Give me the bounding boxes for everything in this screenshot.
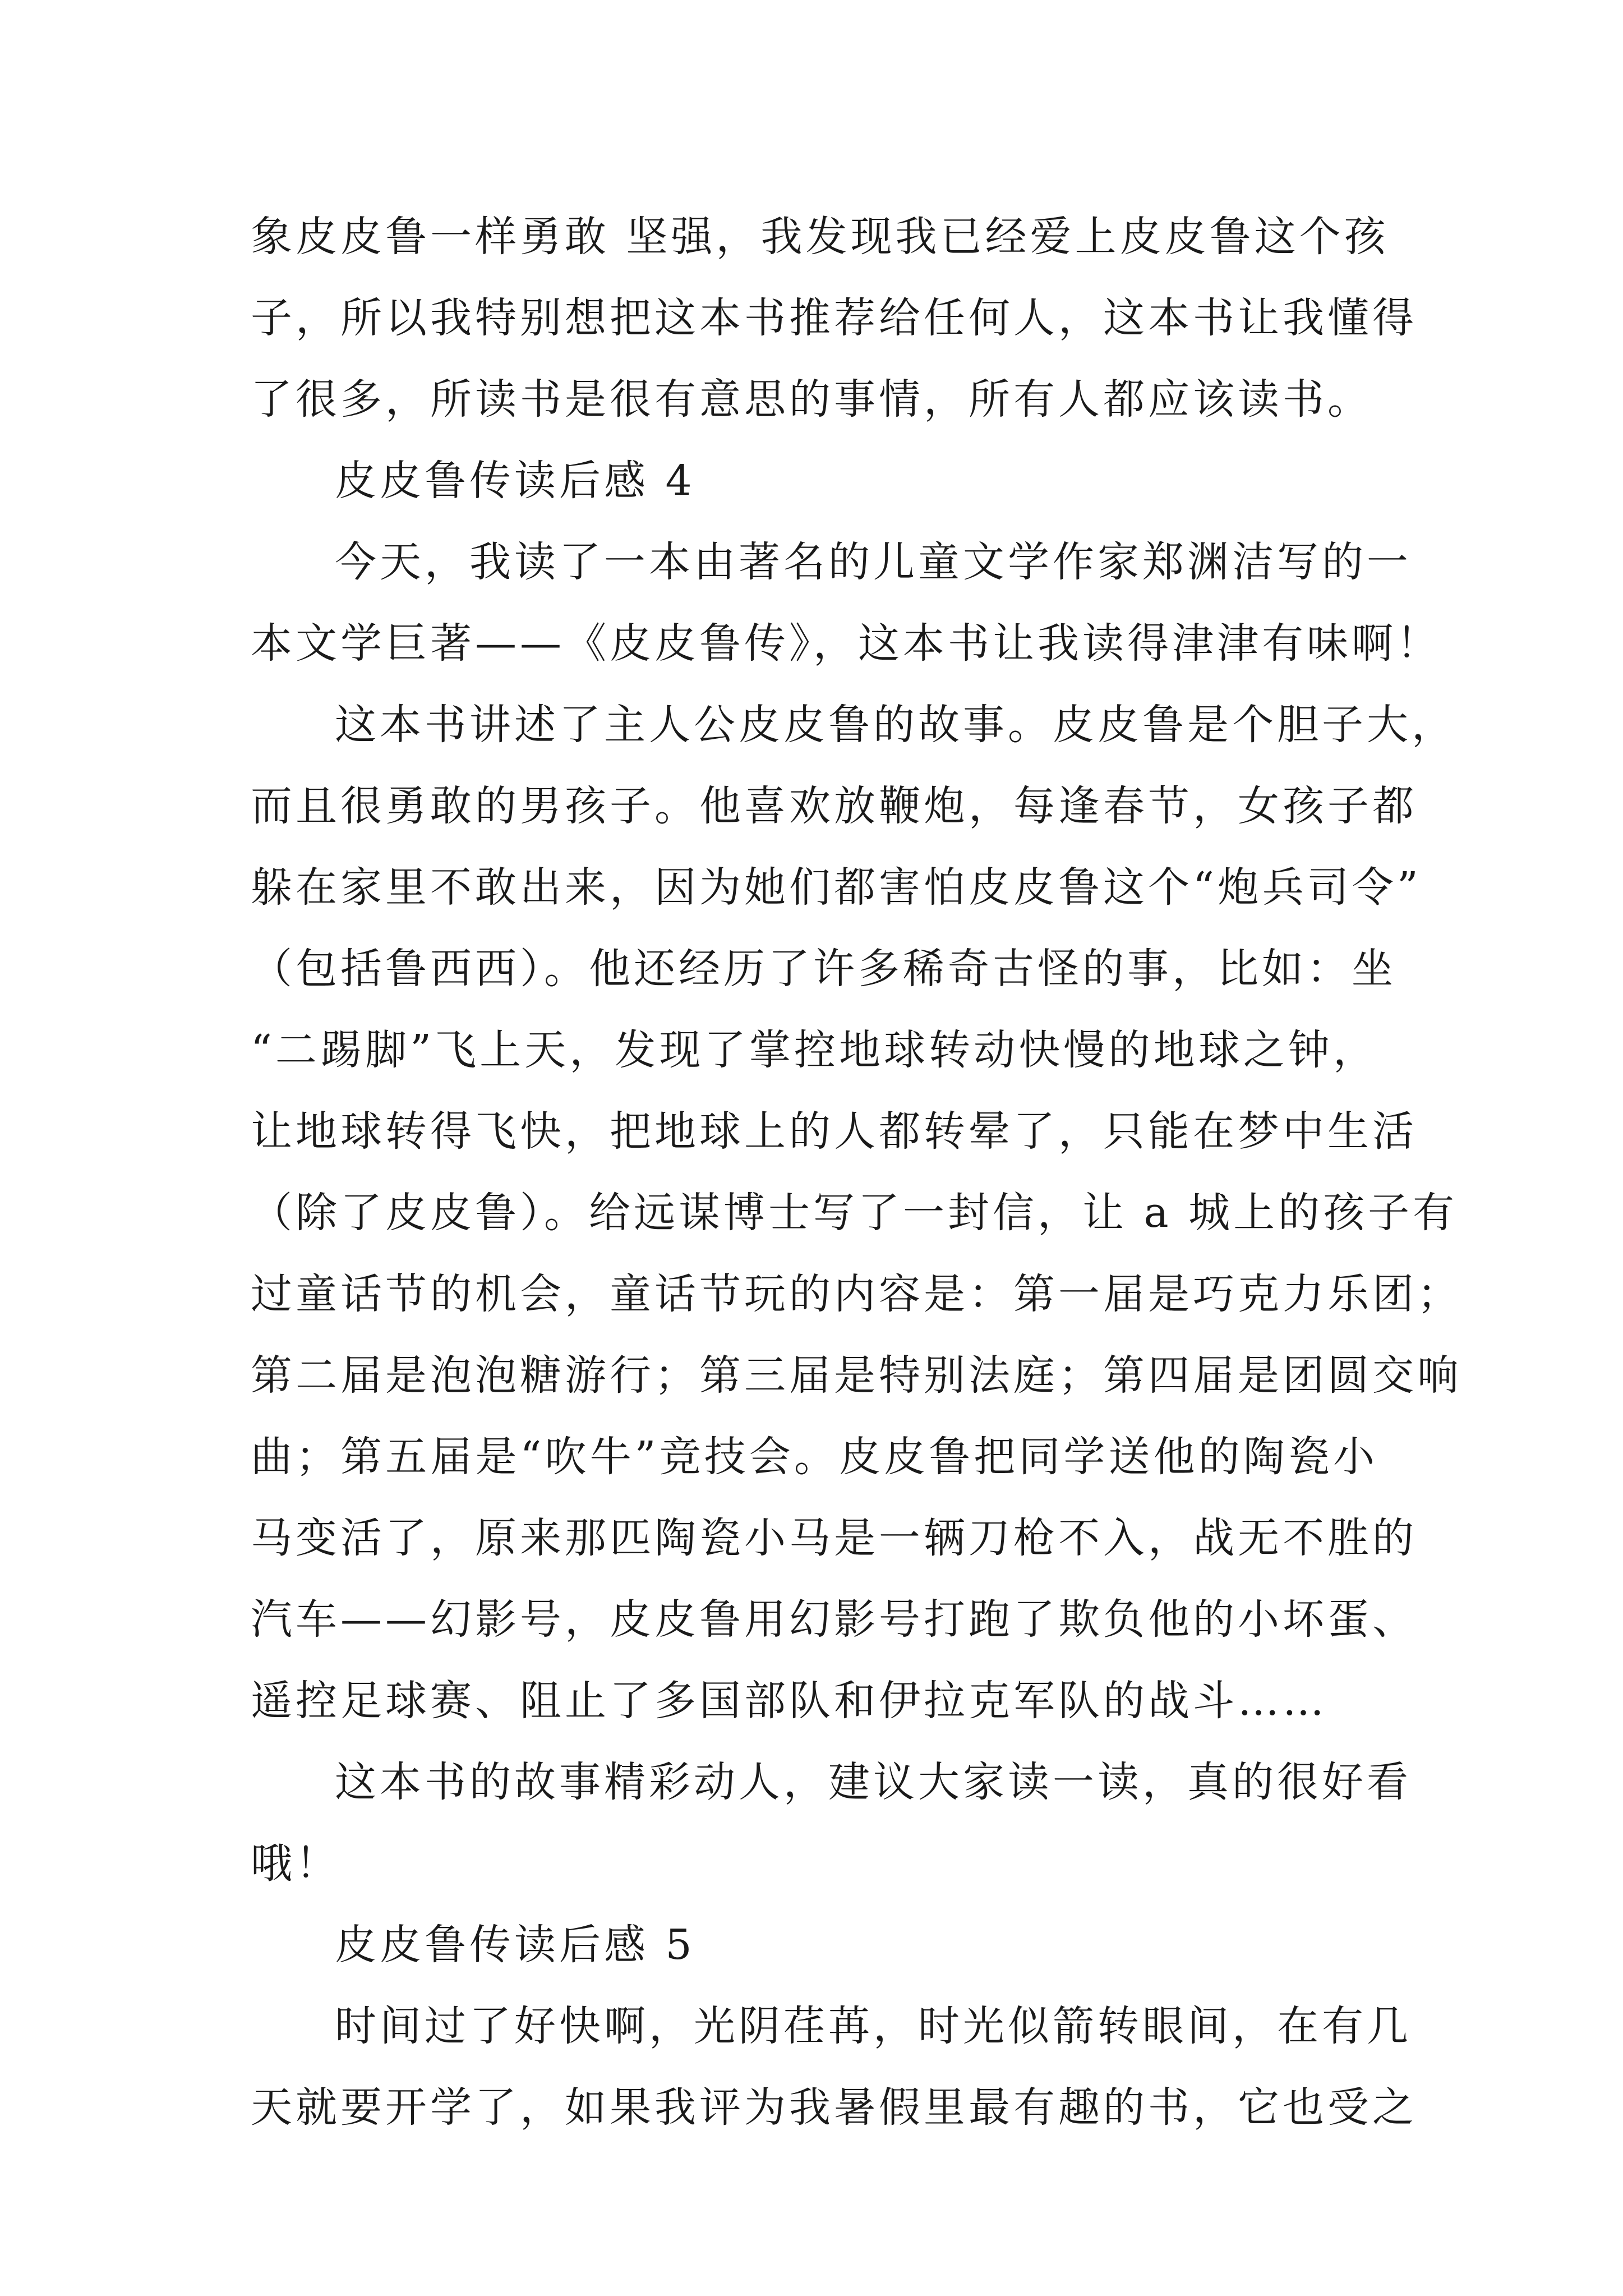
text-line: 子，所以我特别想把这本书推荐给任何人，这本书让我懂得 (251, 294, 1417, 342)
text-line: 第二届是泡泡糖游行；第三届是特别法庭；第四届是团圆交响 (251, 1351, 1462, 1400)
text-line: 这本书的故事精彩动人，建议大家读一读，真的很好看 (335, 1758, 1412, 1806)
text-line: （除了皮皮鲁）。给远谋博士写了一封信，让 a 城上的孩子有 (251, 1189, 1458, 1237)
text-line: 让地球转得飞快，把地球上的人都转晕了，只能在梦中生活 (251, 1107, 1417, 1156)
section-heading-4: 皮皮鲁传读后感 4 (335, 457, 695, 505)
text-line: 今天，我读了一本由著名的儿童文学作家郑渊洁写的一 (335, 538, 1412, 586)
text-line: 遥控足球赛、阻止了多国部队和伊拉克军队的战斗…… (251, 1677, 1327, 1725)
section-heading-5: 皮皮鲁传读后感 5 (335, 1921, 695, 1969)
text-line: 马变活了，原来那匹陶瓷小马是一辆刀枪不入，战无不胜的 (251, 1514, 1417, 1562)
text-line: 哦！ (251, 1839, 340, 1888)
text-line: （包括鲁西西）。他还经历了许多稀奇古怪的事，比如：坐 (251, 945, 1396, 993)
text-line: 了很多，所读书是很有意思的事情，所有人都应该读书。 (251, 375, 1372, 424)
text-line: 象皮皮鲁一样勇敢 坚强，我发现我已经爱上皮皮鲁这个孩 (251, 213, 1389, 261)
text-line: 本文学巨著——《皮皮鲁传》，这本书让我读得津津有味啊！ (251, 619, 1441, 668)
text-line: 汽车——幻影号，皮皮鲁用幻影号打跑了欺负他的小坏蛋、 (251, 1595, 1417, 1644)
text-line: 这本书讲述了主人公皮皮鲁的故事。皮皮鲁是个胆子大， (335, 701, 1456, 749)
text-line: 曲；第五届是“吹牛”竞技会。皮皮鲁把同学送他的陶瓷小 (251, 1433, 1378, 1481)
text-line: 过童话节的机会，童话节玩的内容是：第一届是巧克力乐团； (251, 1270, 1462, 1318)
essay-body (251, 196, 1462, 2148)
text-line: 时间过了好快啊，光阴荏苒，时光似箭转眼间，在有几 (335, 2002, 1412, 2050)
text-line: “二踢脚”飞上天，发现了掌控地球转动快慢的地球之钟， (251, 1026, 1378, 1074)
text-line: 而且很勇敢的男孩子。他喜欢放鞭炮，每逢春节，女孩子都 (251, 782, 1417, 830)
text-line: 躲在家里不敢出来，因为她们都害怕皮皮鲁这个“炮兵司令” (251, 863, 1422, 912)
text-line: 天就要开学了，如果我评为我暑假里最有趣的书，它也受之 (251, 2083, 1417, 2132)
